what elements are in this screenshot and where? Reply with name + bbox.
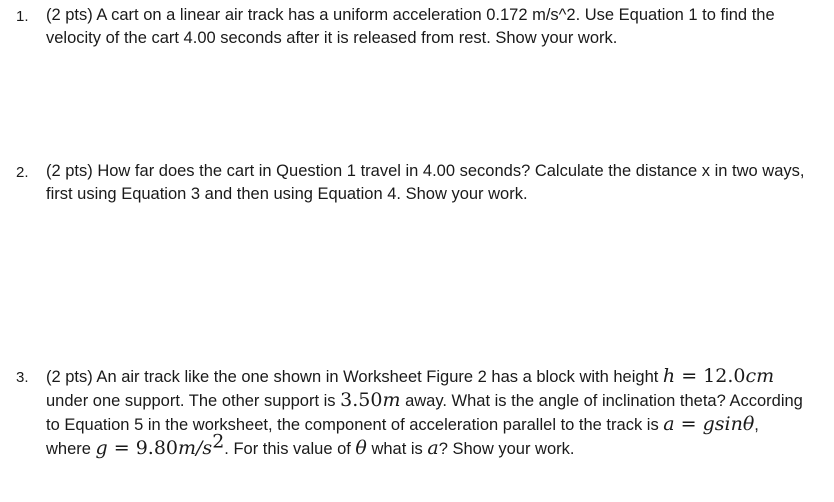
height-variable: h xyxy=(662,365,676,387)
question-number: 2. xyxy=(16,164,29,181)
question-number: 1. xyxy=(16,8,29,25)
question-text: (2 pts) How far does the cart in Question 1 travel in 4.00 seconds? Calculate the distance x in two ways, first using Equation 3 and then using Equation 4. Show your work. xyxy=(46,162,805,203)
acceleration-variable: a xyxy=(427,437,439,459)
question-1 xyxy=(16,4,806,50)
gravity-exponent: 2 xyxy=(212,430,225,453)
question-2 xyxy=(16,160,806,206)
gravity-variable: g xyxy=(95,437,108,459)
distance-unit: m xyxy=(382,389,401,411)
gravity-value: = 9.80 xyxy=(107,437,179,459)
text-segment: away. What is the angle of inclination theta? According to Equation 5 in the worksheet, the component of acceleration parallel to the track is xyxy=(46,392,803,434)
height-value: = 12.0 xyxy=(675,365,746,387)
gravity-unit: m/s xyxy=(178,437,213,459)
height-unit: cm xyxy=(745,365,775,387)
text-segment: ? Show your work. xyxy=(438,440,575,458)
acceleration-formula: a = gsinθ xyxy=(663,413,755,435)
text-segment: under one support. The other support is xyxy=(46,392,341,410)
distance-value: 3.50 xyxy=(340,389,383,411)
question-number: 3. xyxy=(16,369,29,386)
theta-symbol: θ xyxy=(355,437,367,459)
text-segment: what is xyxy=(366,440,428,458)
text-segment: , where xyxy=(46,416,759,458)
text-segment: (2 pts) An air track like the one shown in Worksheet Figure 2 has a block with height xyxy=(46,368,663,386)
text-segment: . For this value of xyxy=(224,440,356,458)
question-3 xyxy=(16,365,806,461)
question-text xyxy=(46,365,806,461)
question-text: (2 pts) A cart on a linear air track has a uniform acceleration 0.172 m/s^2. Use Equation 1 to find the velocity of the cart 4.00 seconds after it is released from rest. Show your work. xyxy=(46,6,775,47)
